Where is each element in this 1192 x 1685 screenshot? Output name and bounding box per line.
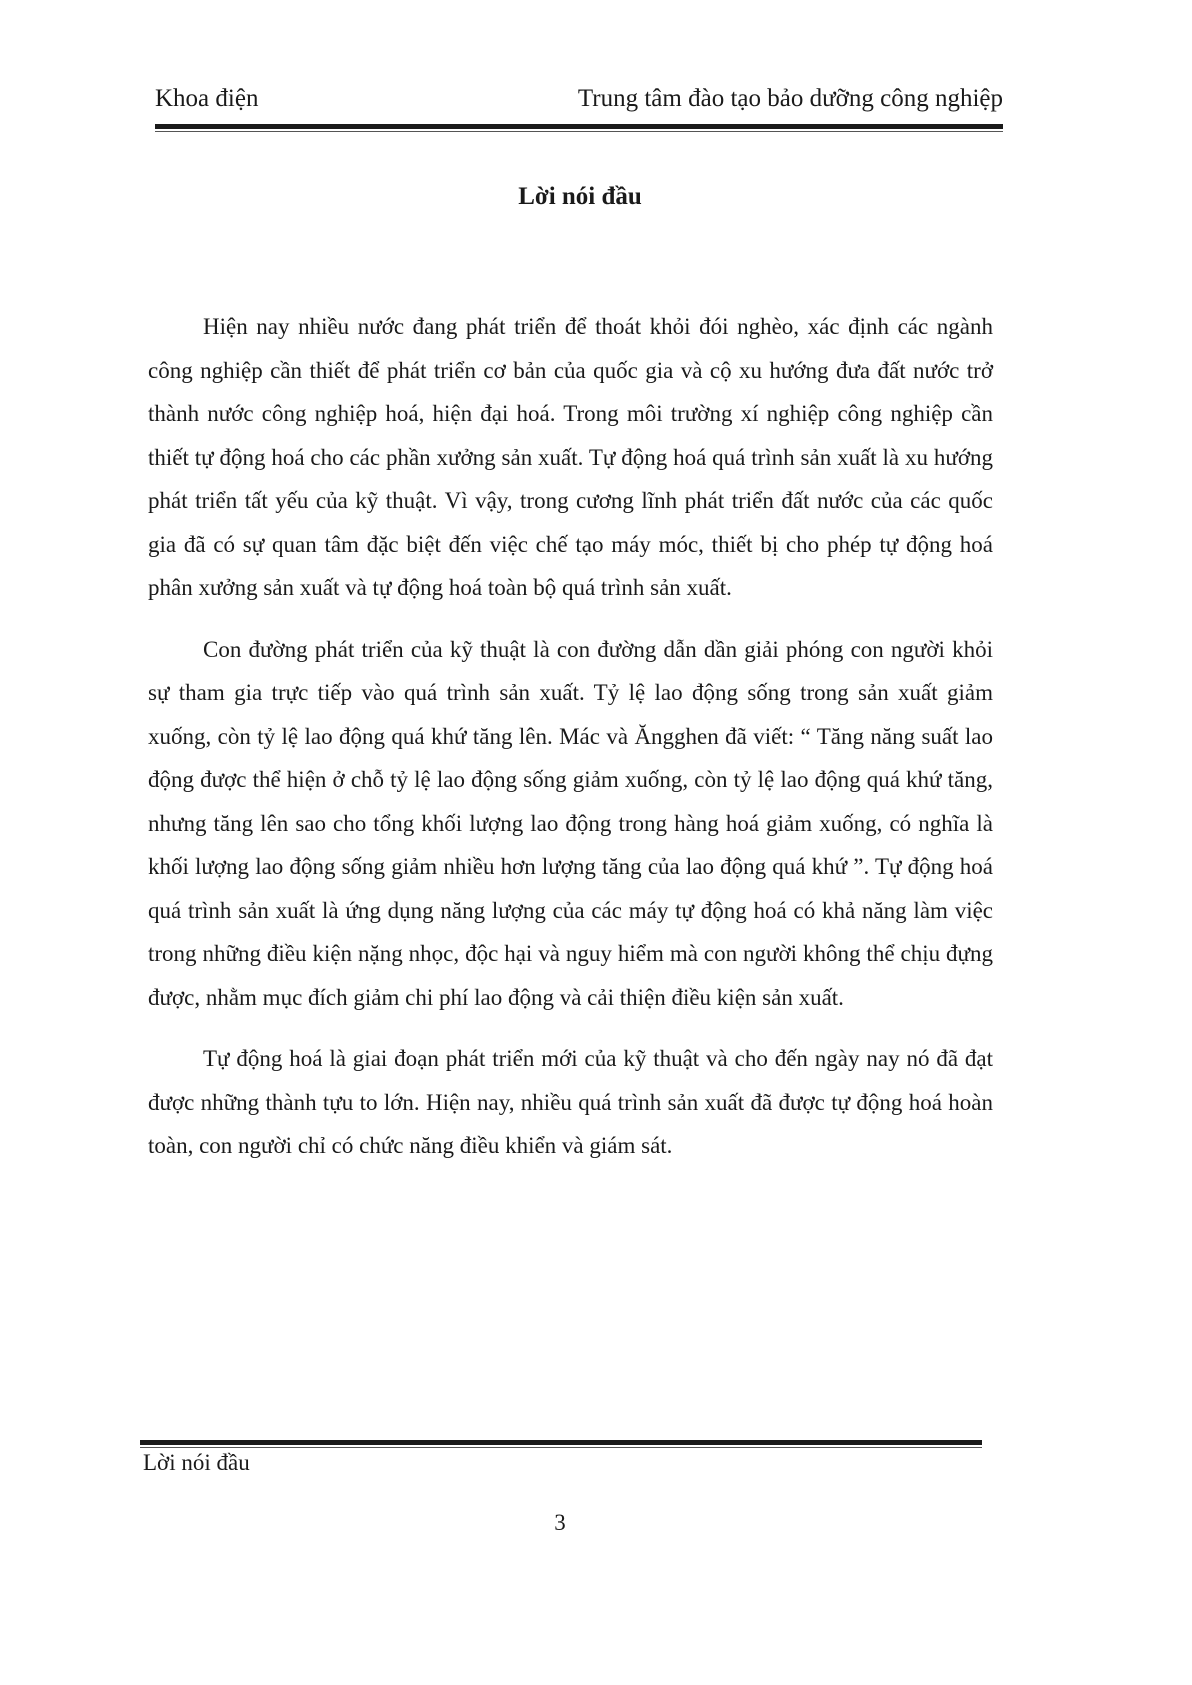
- header-center-name: Trung tâm đào tạo bảo dưỡng công nghiệp: [577, 85, 1003, 112]
- header-department: Khoa điện: [155, 85, 259, 112]
- page-title: Lời nói đầu: [518, 183, 642, 210]
- footer-section-title: Lời nói đầu: [143, 1450, 250, 1475]
- header-rule: [155, 124, 1003, 129]
- page-number: 3: [554, 1510, 566, 1535]
- paragraph-1: Hiện nay nhiều nước đang phát triển để thoát khỏi đói nghèo, xác định các ngành công nghiệp cần thiết để phát triển cơ bản của quốc gia và cộ xu hướng đưa đất nước trở thành nước công nghiệp hoá, hiện đại hoá. Trong môi trường xí nghiệp công nghiệp cần thiết tự động hoá cho các phần xưởng sản xuất. Tự động hoá quá trình sản xuất là xu hướng phát triển tất yếu của kỹ thuật. Vì vậy, trong cương lĩnh phát triển đất nước của các quốc gia đã có sự quan tâm đặc biệt đến việc chế tạo máy móc, thiết bị cho phép tự động hoá phân xưởng sản xuất và tự động hoá toàn bộ quá trình sản xuất.: [148, 314, 993, 600]
- paragraph-2: Con đường phát triển của kỹ thuật là con đường dẫn dần giải phóng con người khỏi sự tham gia trực tiếp vào quá trình sản xuất. Tỷ lệ lao động sống trong sản xuất giảm xuống, còn tỷ lệ lao động quá khứ tăng lên. Mác và Ăngghen đã viết: “ Tăng năng suất lao động được thể hiện ở chỗ tỷ lệ lao động sống giảm xuống, còn tỷ lệ lao động quá khứ tăng, nhưng tăng lên sao cho tổng khối lượng lao động trong hàng hoá giảm xuống, có nghĩa là khối lượng lao động sống giảm nhiều hơn lượng tăng của lao động quá khứ ”. Tự động hoá quá trình sản xuất là ứng dụng năng lượng của các máy tự động hoá có khả năng làm việc trong những điều kiện nặng nhọc, độc hại và nguy hiểm mà con người không thể chịu đựng được, nhằm mục đích giảm chi phí lao động và cải thiện điều kiện sản xuất.: [148, 636, 993, 1010]
- body-text: [148, 305, 993, 1186]
- header-rule-thin: [155, 131, 1003, 132]
- footer-rule: [140, 1440, 982, 1445]
- paragraph-3: Tự động hoá là giai đoạn phát triển mới của kỹ thuật và cho đến ngày nay nó đã đạt được những thành tựu to lớn. Hiện nay, nhiều quá trình sản xuất đã được tự động hoá hoàn toàn, con người chỉ có chức năng điều khiển và giám sát.: [148, 1046, 993, 1158]
- page-header: [155, 84, 1003, 114]
- footer-rule-thin: [140, 1447, 982, 1448]
